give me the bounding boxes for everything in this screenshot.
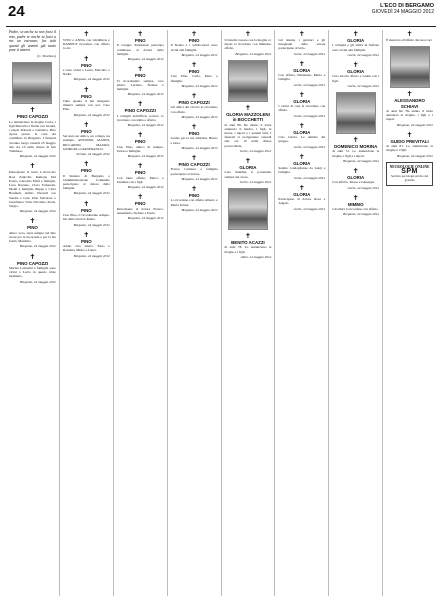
cross-icon: ✝ — [352, 136, 359, 145]
obituary-notice — [332, 61, 379, 88]
obituary-column — [6, 30, 60, 596]
cross-icon: ✝ — [83, 230, 90, 239]
deceased-name: GLORIA — [293, 191, 311, 197]
deceased-name: PINO — [80, 238, 92, 244]
obituary-notice — [117, 131, 164, 158]
cross-icon: ✝ — [137, 193, 144, 202]
deceased-name: GLORIA MAZZOLENI in BOCCHETTI — [226, 111, 270, 123]
masthead-title: L'ECO DI BERGAMO — [380, 3, 434, 9]
obituary-column — [329, 30, 383, 596]
notice-body: Sentite condoglianze da Luigi e famiglia. — [278, 166, 326, 175]
deceased-name: PINO — [188, 131, 200, 137]
notice-body: di anni 81. Lo annunciano la moglie e i figli. — [386, 144, 433, 153]
notice-body: di anni 72. Lo annunciano la moglie, i figli e i nipoti. — [332, 149, 380, 158]
ad-line: Servizio necrologie sul sito del giornale — [390, 174, 429, 183]
portrait-photo — [336, 92, 376, 134]
cross-icon: ✝ — [406, 30, 413, 38]
obituary-notice — [63, 160, 110, 195]
obituary-notice — [332, 136, 379, 163]
deceased-name: PINO — [134, 73, 146, 79]
obituary-notice — [63, 55, 110, 82]
deceased-name: GLORIA — [347, 38, 365, 43]
notice-date: Gorle, 24 maggio 2012 — [293, 82, 326, 87]
notice-body: di anni 86. Ne danno il triste annuncio il marito, i figli, le nuore, i nipoti e i parenti tutti. I funerali si svolgeranno venerdì alle ore 10 nella chiesa parrocchiale. — [224, 122, 272, 148]
obituary-columns — [6, 30, 436, 596]
obituary-notice — [171, 185, 218, 212]
masthead — [372, 3, 434, 15]
deceased-name: BENITO ACAZZI — [231, 240, 265, 246]
obituary-notice — [117, 162, 164, 189]
obituary-notice — [278, 122, 325, 149]
notice-body: Grazie per la tua amicizia. Bruno e Gina. — [170, 136, 218, 145]
obituary-notice — [225, 157, 272, 184]
deceased-name: GLORIA — [293, 98, 311, 104]
notice-date: Bergamo, 24 maggio 2012 — [73, 77, 110, 82]
obituary-notice — [117, 65, 164, 96]
notice-date: Bergamo, 24 maggio 2012 — [73, 191, 110, 196]
obituary-notice — [171, 30, 218, 57]
deceased-name: PINO — [188, 38, 200, 43]
notice-body: Ciao Pino, ti ricorderemo sempre. Gli amici del bar Roma. — [62, 213, 110, 222]
notice-body: di anni 84. Ne danno il triste annuncio la moglie, i figli e i nipoti. — [386, 109, 433, 122]
notice-body: Il Notaio e i collaboratori sono vicini alla famiglia. — [170, 43, 218, 52]
obituary-notice — [117, 30, 164, 61]
advertisement-box[interactable] — [386, 162, 433, 186]
notice-body: Con tanto affetto, Marco e Giuliana con i figli. — [116, 175, 164, 185]
page-number: 24 — [8, 3, 25, 20]
deceased-name: PINO CAPOZZI — [124, 108, 156, 114]
cross-icon: ✝ — [352, 30, 359, 38]
obituary-notice — [386, 30, 433, 42]
deceased-name: PINO CAPOZZI — [16, 260, 49, 266]
notice-body: Ciao Pino, amico di sempre. Teresa e famiglia. — [116, 144, 164, 154]
cross-icon: ✝ — [191, 154, 197, 163]
notice-date: Bergamo, 24 maggio 2012 — [73, 253, 110, 258]
deceased-name: PINO — [80, 128, 92, 134]
notice-date: Bergamo, 24 maggio 2012 — [396, 153, 433, 158]
cross-icon: ✝ — [245, 157, 251, 166]
cross-icon: ✝ — [298, 121, 305, 130]
notice-date: Bergamo, 24 maggio 2012 — [181, 207, 218, 212]
notice-body: amico vero, sarai sempre nel mio cuore per la tua ironia e per la tua bontà. Massimo. — [9, 230, 56, 244]
notice-date: Bergamo, 24 maggio 2012 — [127, 123, 164, 128]
obituary-notice — [117, 100, 164, 127]
notice-body: Il Sindaco di Bergamo e l'Amministrazione Comunale partecipano al dolore della famiglia. — [62, 173, 110, 191]
cross-icon: ✝ — [137, 162, 144, 171]
obituary-notice — [278, 153, 325, 180]
notice-date: Bergamo, 24 maggio 2012 — [19, 244, 56, 249]
obituary-notice — [386, 90, 433, 127]
obituary-notice — [63, 86, 110, 117]
cross-icon: ✝ — [352, 193, 359, 202]
notice-body: Sei stato un amico, un collega, un esempio. ANTONIO, GIANNI, RICCARDO, MAURO, GIORGIO e GIANFRANCO. — [62, 134, 110, 151]
notice-body: Ciao Gloria. Le amiche del gruppo. — [278, 135, 326, 144]
cross-icon: ✝ — [298, 90, 305, 99]
obituary-notice — [63, 121, 110, 156]
notice-body: Partecipano al dolore Franco, Annamaria, Stefano e Paola. — [116, 206, 164, 216]
obituary-notice — [278, 91, 325, 118]
notice-body: È mancato all'affetto dei suoi cari — [386, 38, 432, 42]
obituary-column — [60, 30, 114, 596]
notice-body: VITO e ANNA con GIORGIA e DANIELE ricordano con affetto lo zio — [62, 38, 110, 51]
notice-body: Partecipano al lutto: L'Avvocato Rosi Zanicchi, Ramona Dal Pozzo, Giacomo Mirri e famiglia, Luca Ravasio, Clara Tomasoni, Monti e famiglia, Beppe e Carla Bonfanti, Attilio Viscardi con Sandra e Lele, Pina Salvatore e Gianfranco Vatti, Nicoletta, Paola, Sergio. — [9, 170, 56, 209]
notice-date: Gorle, 24 maggio 2012 — [293, 144, 326, 149]
notice-date: Gorle, 24 maggio 2012 — [239, 148, 272, 153]
obituary-column — [275, 30, 329, 596]
notice-body: Tutto quanto ci hai insegnato rimarrà sempre con noi. Ciao Pino. — [62, 99, 110, 112]
notice-body: I colleghi e gli amici di Stefano sono vicini alla famiglia. — [332, 43, 380, 52]
obituary-notice — [63, 231, 110, 258]
obituary-notice — [9, 162, 56, 213]
notice-body: Gli amici del circolo lo ricordano con affetto. — [170, 105, 218, 114]
cross-icon: ✝ — [298, 30, 305, 38]
deceased-name: PINO — [27, 225, 38, 231]
notice-body: Il fratello Cesare con la moglie e i nipoti lo ricordano con immenso affetto. — [224, 38, 272, 51]
deceased-name: GLORIA — [347, 69, 365, 75]
cross-icon: ✝ — [191, 123, 197, 132]
notice-body: Con affetto, Emanuela, Mario e famiglia. — [278, 73, 326, 82]
notice-date: Gorle, 24 maggio 2012 — [347, 185, 380, 190]
obituary-notice — [278, 60, 325, 87]
cross-icon: ✝ — [191, 92, 197, 101]
deceased-name: PINO CAPOZZI — [16, 114, 49, 120]
obituary-notice — [225, 30, 272, 56]
obituary-notice — [278, 184, 325, 211]
notice-body: Lo ricordano con affetto Alberto e Maria Teresa. — [170, 198, 218, 207]
notice-date: Bergamo, 24 maggio 2012 — [235, 51, 272, 56]
deceased-name: PINO — [188, 69, 200, 75]
obituary-notice — [171, 92, 218, 119]
obituary-notice — [332, 194, 379, 217]
notice-body: Marina Lazzarini e famiglia sono vicini a Lucia in questo triste momento. — [9, 266, 56, 279]
notice-date: Gorle, 24 maggio 2012 — [239, 179, 272, 184]
deceased-name: GLORIA — [293, 129, 311, 135]
portrait-photo — [12, 62, 52, 104]
cross-icon: ✝ — [83, 120, 90, 129]
epigraph-text: Padre, se anche tu non fossi il mio, padre se anche tu fossi a me un estraneo, fra tutti quanti gli uomini già tanto pure ti amerei. — [9, 30, 56, 53]
portrait-photo — [228, 188, 268, 230]
notice-body: Lo annunciano la moglie Lucia, i figli Marcello e Nadia con Gianni, i nipoti Roberta e Gianluca. Pino riposa presso la casa del commiato in Bergamo. I funerali avranno luogo venerdì 25 maggio alle ore 10 nella chiesa di San Tommaso. — [9, 119, 56, 153]
cross-icon: ✝ — [83, 160, 90, 169]
notice-body: Franco Cattaneo e famiglia partecipano al dolore. — [170, 167, 218, 176]
notice-date: Gorle, 24 maggio 2012 — [347, 52, 380, 57]
notice-date: Gorle, 24 maggio 2012 — [347, 83, 380, 88]
deceased-name: PINO — [80, 207, 92, 213]
notice-date: Bergamo, 24 maggio 2012 — [343, 212, 380, 217]
deceased-name: PINO CAPOZZI — [178, 100, 210, 106]
notice-date: Bergamo, 24 maggio 2012 — [181, 176, 218, 181]
notice-body: Ciao Gloria. Pietro e Giulia con i figli. — [332, 74, 380, 83]
cross-icon: ✝ — [191, 185, 197, 194]
notice-date: Gorle, 24 maggio 2012 — [293, 113, 326, 118]
deceased-name: PINO — [80, 62, 92, 68]
notice-body: Ciao Pino. Carlo, Piero e famiglie. — [170, 74, 218, 83]
obituary-column — [114, 30, 168, 596]
cross-icon: ✝ — [83, 30, 90, 38]
obituary-column — [168, 30, 222, 596]
notice-date: Bergamo, 24 maggio 2012 — [181, 114, 218, 119]
notice-date: Bergamo, 24 maggio 2012 — [127, 57, 164, 62]
notice-date: Bergamo, 24 maggio 2012 — [127, 216, 164, 221]
cross-icon: ✝ — [352, 61, 359, 70]
obituary-notice — [332, 167, 379, 190]
ad-title: NECROLOGIE ONLINE — [389, 164, 430, 169]
obituary-column — [383, 30, 436, 596]
notice-body: Ti ricorderemo sempre, caro amico. Luciano, Tiziana e famiglia. — [116, 78, 164, 92]
ad-logo: SPM — [401, 168, 418, 176]
deceased-name: GLORIA — [293, 160, 311, 166]
obituary-notice — [117, 193, 164, 220]
portrait-photo — [390, 46, 430, 88]
cross-icon: ✝ — [245, 232, 251, 241]
notice-body: I colleghi dell'ufficio tecnico lo ricordano con stima e affetto. — [116, 113, 164, 123]
deceased-name: PINO — [188, 193, 200, 199]
cross-icon: ✝ — [298, 183, 305, 192]
cross-icon: ✝ — [137, 30, 144, 38]
cross-icon: ✝ — [137, 131, 144, 140]
cross-icon: ✝ — [406, 130, 413, 139]
notice-date: Gorle, 24 maggio 2012 — [293, 51, 326, 56]
cross-icon: ✝ — [83, 199, 90, 208]
masthead-date: GIOVEDÌ 24 MAGGIO 2012 — [371, 9, 434, 15]
cross-icon: ✝ — [83, 85, 90, 94]
notice-date: Bergamo, 24 maggio 2012 — [19, 154, 56, 159]
cross-icon: ✝ — [298, 59, 305, 68]
cross-icon: ✝ — [29, 252, 36, 261]
obituary-notice — [63, 200, 110, 227]
obituary-notice — [171, 61, 218, 88]
cross-icon: ✝ — [29, 217, 36, 226]
deceased-name: PINO — [134, 201, 146, 207]
epigraph — [9, 30, 56, 58]
cross-icon: ✝ — [298, 152, 305, 161]
notice-date: Gorle, 24 maggio 2012 — [293, 206, 326, 211]
deceased-name: PINO — [134, 139, 146, 145]
notice-body: Gli alunni, i genitori e gli insegnanti della scuola partecipano al lutto. — [278, 38, 326, 51]
notice-date: Bergamo, 24 maggio 2012 — [396, 122, 433, 127]
notice-date: Bergamo, 24 maggio 2012 — [19, 279, 56, 284]
notice-date: Bergamo, 24 maggio 2012 — [181, 83, 218, 88]
cross-icon: ✝ — [406, 90, 413, 99]
deceased-name: DOMENICO MORINA — [334, 144, 378, 150]
cross-icon: ✝ — [29, 106, 36, 115]
obituary-column — [222, 30, 276, 596]
notice-date: Seriate, 24 maggio 2012 — [76, 152, 110, 157]
deceased-name: PINO CAPOZZI — [178, 162, 210, 168]
cross-icon: ✝ — [245, 103, 251, 112]
notice-body: I vicini di casa la ricordano con affetto. — [278, 104, 326, 113]
obituary-notice — [386, 131, 433, 158]
deceased-name: GLORIA — [347, 175, 365, 181]
cross-icon: ✝ — [137, 65, 144, 74]
deceased-name: GLORIA — [293, 67, 311, 73]
deceased-name: ALESSANDRO SCHIAVI — [394, 98, 425, 109]
notice-body: Il Gruppo Pensionati partecipa commosso al dolore della famiglia. — [116, 43, 164, 56]
notice-body: di anni 78. Lo annunciano la moglie e i figli. — [224, 245, 272, 254]
notice-date: Almè, 24 maggio 2012 — [240, 254, 272, 259]
notice-date: Bergamo, 24 maggio 2012 — [127, 185, 164, 190]
notice-body: Con affetto, Teresa e Giuseppe. — [332, 180, 375, 185]
obituary-notice — [9, 253, 56, 284]
notice-body: Ciao mamma, ti porteremo sempre nel cuore. — [224, 170, 272, 179]
page-header — [6, 0, 436, 27]
notice-date: Bergamo, 24 maggio 2012 — [181, 52, 218, 57]
cross-icon: ✝ — [191, 30, 197, 38]
obituary-notice — [171, 123, 218, 150]
deceased-name: MIMMO — [347, 201, 364, 207]
deceased-name: PINO — [134, 170, 146, 176]
cross-icon: ✝ — [29, 162, 36, 171]
deceased-name: GUIDO PREVITALI — [390, 138, 429, 144]
obituary-notice — [9, 217, 56, 248]
obituary-notice — [332, 30, 379, 57]
obituary-notice — [225, 232, 272, 259]
deceased-name: PINO — [80, 93, 92, 99]
notice-date: Bergamo, 24 maggio 2012 — [127, 154, 164, 159]
deceased-name: PINO — [80, 168, 92, 174]
notice-date: Bergamo, 24 maggio 2012 — [127, 92, 164, 97]
cross-icon: ✝ — [83, 54, 90, 63]
notice-date: Bergamo, 24 maggio 2012 — [73, 222, 110, 227]
obituary-notice — [278, 30, 325, 56]
cross-icon: ✝ — [245, 30, 251, 38]
notice-body: Gli amici lo ricordano con affetto. — [332, 207, 379, 212]
notice-date: Bergamo, 24 maggio 2012 — [73, 112, 110, 117]
obituary-notice — [63, 30, 110, 51]
deceased-name: PINO — [134, 38, 146, 43]
obituary-notice — [225, 104, 272, 153]
epigraph-author: (C. Sbarbaro) — [37, 53, 56, 58]
notice-date: Bergamo, 24 maggio 2012 — [181, 145, 218, 150]
deceased-name: GLORIA — [239, 165, 257, 171]
notice-body: Partecipano al dolore Rosa e Angelo. — [278, 197, 326, 206]
notice-date: Bergamo, 24 maggio 2012 — [343, 158, 380, 163]
notice-date: Gorle, 24 maggio 2012 — [293, 175, 326, 180]
notice-body: e sono vicini a Lucia, Marcello e Nadia. — [62, 68, 110, 77]
notice-date: Bergamo, 24 maggio 2012 — [19, 209, 56, 214]
portrait-photo — [228, 60, 268, 102]
cross-icon: ✝ — [191, 61, 197, 70]
cross-icon: ✝ — [137, 100, 144, 109]
obituary-notice — [9, 106, 56, 158]
obituary-notice — [171, 154, 218, 181]
cross-icon: ✝ — [352, 167, 359, 176]
notice-body: Addio caro amico. Enzo e Rosanna, Mirko e Laura. — [62, 244, 110, 253]
